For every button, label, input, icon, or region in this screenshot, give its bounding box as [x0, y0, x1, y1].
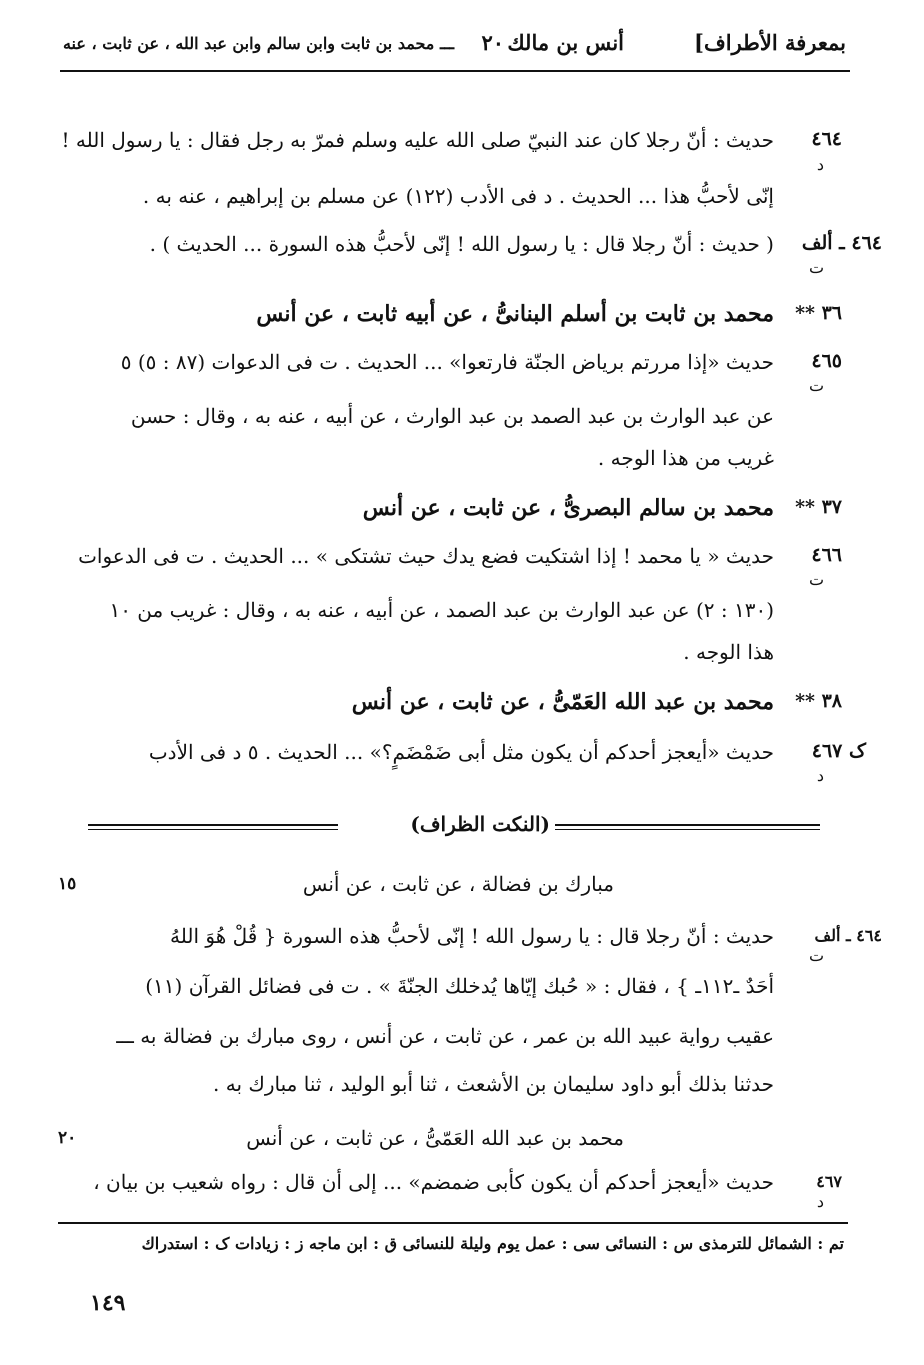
entry-text-line: إنّى لأحبُّ هذا ... الحديث . د فى الأدب (١٢٢) عن مسلم بن إبراهيم ، عنه به .: [142, 184, 774, 208]
entry-siglum: ت: [808, 258, 824, 277]
narrator-title: محمد بن سالم البصرىُّ ، عن ثابت ، عن أنس: [362, 495, 774, 521]
entry-text-line: ( حديث : أنّ رجلا قال : يا رسول الله ! إنّى لأحبُّ هذه السورة ... الحديث ) .: [149, 232, 774, 256]
header-rule: [60, 70, 850, 72]
entry-text-line: حدثنا بذلك أبو داود سليمان بن الأشعث ، ثنا أبو الوليد ، ثنا مبارك به .: [213, 1072, 774, 1096]
entry-siglum: د: [816, 155, 824, 174]
narrator-title: محمد بن عبد الله العَمّىُّ ، عن ثابت ، عن أنس: [351, 689, 774, 715]
entry-siglum: د: [816, 1192, 824, 1211]
entry-number: ٤٦٤ ـ ألف: [801, 232, 882, 254]
entry-text-line: أحَدٌ ـ١١٢ـ } ، فقال : « حُبك إيّاها يُدخلك الجنّةَ » . ت فى فضائل القرآن (١١): [145, 974, 774, 998]
line-margin-number: ٢٠: [58, 1128, 77, 1148]
entry-text-line: هذا الوجه .: [683, 640, 774, 664]
footer-legend: تم : الشمائل للترمذى س : النسائى سى : عمل يوم وليلة للنسائى ق : ابن ماجه ز : زيادات ک : استدراك: [141, 1234, 844, 1253]
entry-text-line: حديث «إذا مررتم برياض الجنّة فارتعوا» ... الحديث . ت فى الدعوات (٨٧ : ٥) ٥: [120, 350, 774, 374]
divider-rule-left: [88, 824, 338, 826]
entry-number: ک ٤٦٧: [811, 740, 866, 762]
line-margin-number: ١٥: [58, 874, 77, 894]
entry-number: ٤٦٤: [811, 128, 842, 150]
entry-text-line: حديث «أيعجز أحدكم أن يكون كأبى ضمضم» ... إلى أن قال : رواه شعيب بن بيان ،: [93, 1170, 774, 1194]
entry-number: ٤٦٤ ـ ألف: [814, 926, 882, 945]
entry-number: ٤٦٥: [811, 350, 842, 372]
entry-siglum: ت: [808, 946, 824, 965]
entry-text-line: حديث : أنّ رجلا قال : يا رسول الله ! إنّى لأحبُّ هذه السورة { قُلْ هُوَ اللهُ: [170, 924, 774, 948]
section-heading: مبارك بن فضالة ، عن ثابت ، عن أنس: [302, 872, 614, 896]
entry-number: ٤٦٦: [811, 544, 842, 566]
divider-title: (النكت الظراف): [410, 812, 550, 836]
page-number: ١٤٩: [90, 1290, 126, 1316]
entry-text-line: (١٣٠ : ٢) عن عبد الوارث بن عبد الصمد ، عن أبيه ، عنه به ، وقال : غريب من ١٠: [109, 598, 774, 622]
entry-siglum: ت: [808, 376, 824, 395]
entry-text-line: غريب من هذا الوجه .: [597, 446, 774, 470]
entry-text-line: حديث : أنّ رجلا كان عند النبيّ صلى الله عليه وسلم فمرّ به رجل فقال : يا رسول الله !: [61, 128, 774, 152]
entry-text-line: حديث «أيعجز أحدكم أن يكون مثل أبى ضَمْضَمٍ؟» ... الحديث . ٥ د فى الأدب: [148, 740, 774, 764]
header-center-small: ـــ محمد بن ثابت وابن سالم وابن عبد الله ، عن ثابت ، عنه: [62, 34, 454, 53]
header-right: بمعرفة الأطراف]: [694, 30, 846, 55]
entry-siglum: ت: [808, 570, 824, 589]
divider-rule-left-2: [88, 829, 338, 830]
section-heading: محمد بن عبد الله العَمّىُّ ، عن ثابت ، عن أنس: [246, 1126, 624, 1150]
entry-text-line: عن عبد الوارث بن عبد الصمد بن عبد الوارث ، عن أبيه ، عنه به ، وقال : حسن: [130, 404, 774, 428]
entry-siglum: د: [816, 766, 824, 785]
header-center-num: ٢٠: [481, 30, 504, 55]
narrator-number: ٣٦ **: [795, 302, 842, 324]
entry-text-line: حديث « يا محمد ! إذا اشتكيت فضع يدك حيث تشتكى » ... الحديث . ت فى الدعوات: [78, 544, 774, 568]
divider-rule-right: [555, 824, 820, 826]
divider-rule-right-2: [555, 829, 820, 830]
narrator-number: ٣٧ **: [795, 496, 842, 518]
entry-number: ٤٦٧: [816, 1172, 842, 1191]
header-center-main: أنس بن مالك: [507, 30, 624, 55]
entry-text-line: عقيب رواية عبيد الله بن عمر ، عن ثابت ، عن أنس ، روى مبارك بن فضالة به ـــ: [116, 1024, 774, 1048]
narrator-number: ٣٨ **: [795, 690, 842, 712]
footer-rule: [58, 1222, 848, 1224]
narrator-title: محمد بن ثابت بن أسلم البنانىُّ ، عن أبيه ثابت ، عن أنس: [256, 301, 774, 327]
